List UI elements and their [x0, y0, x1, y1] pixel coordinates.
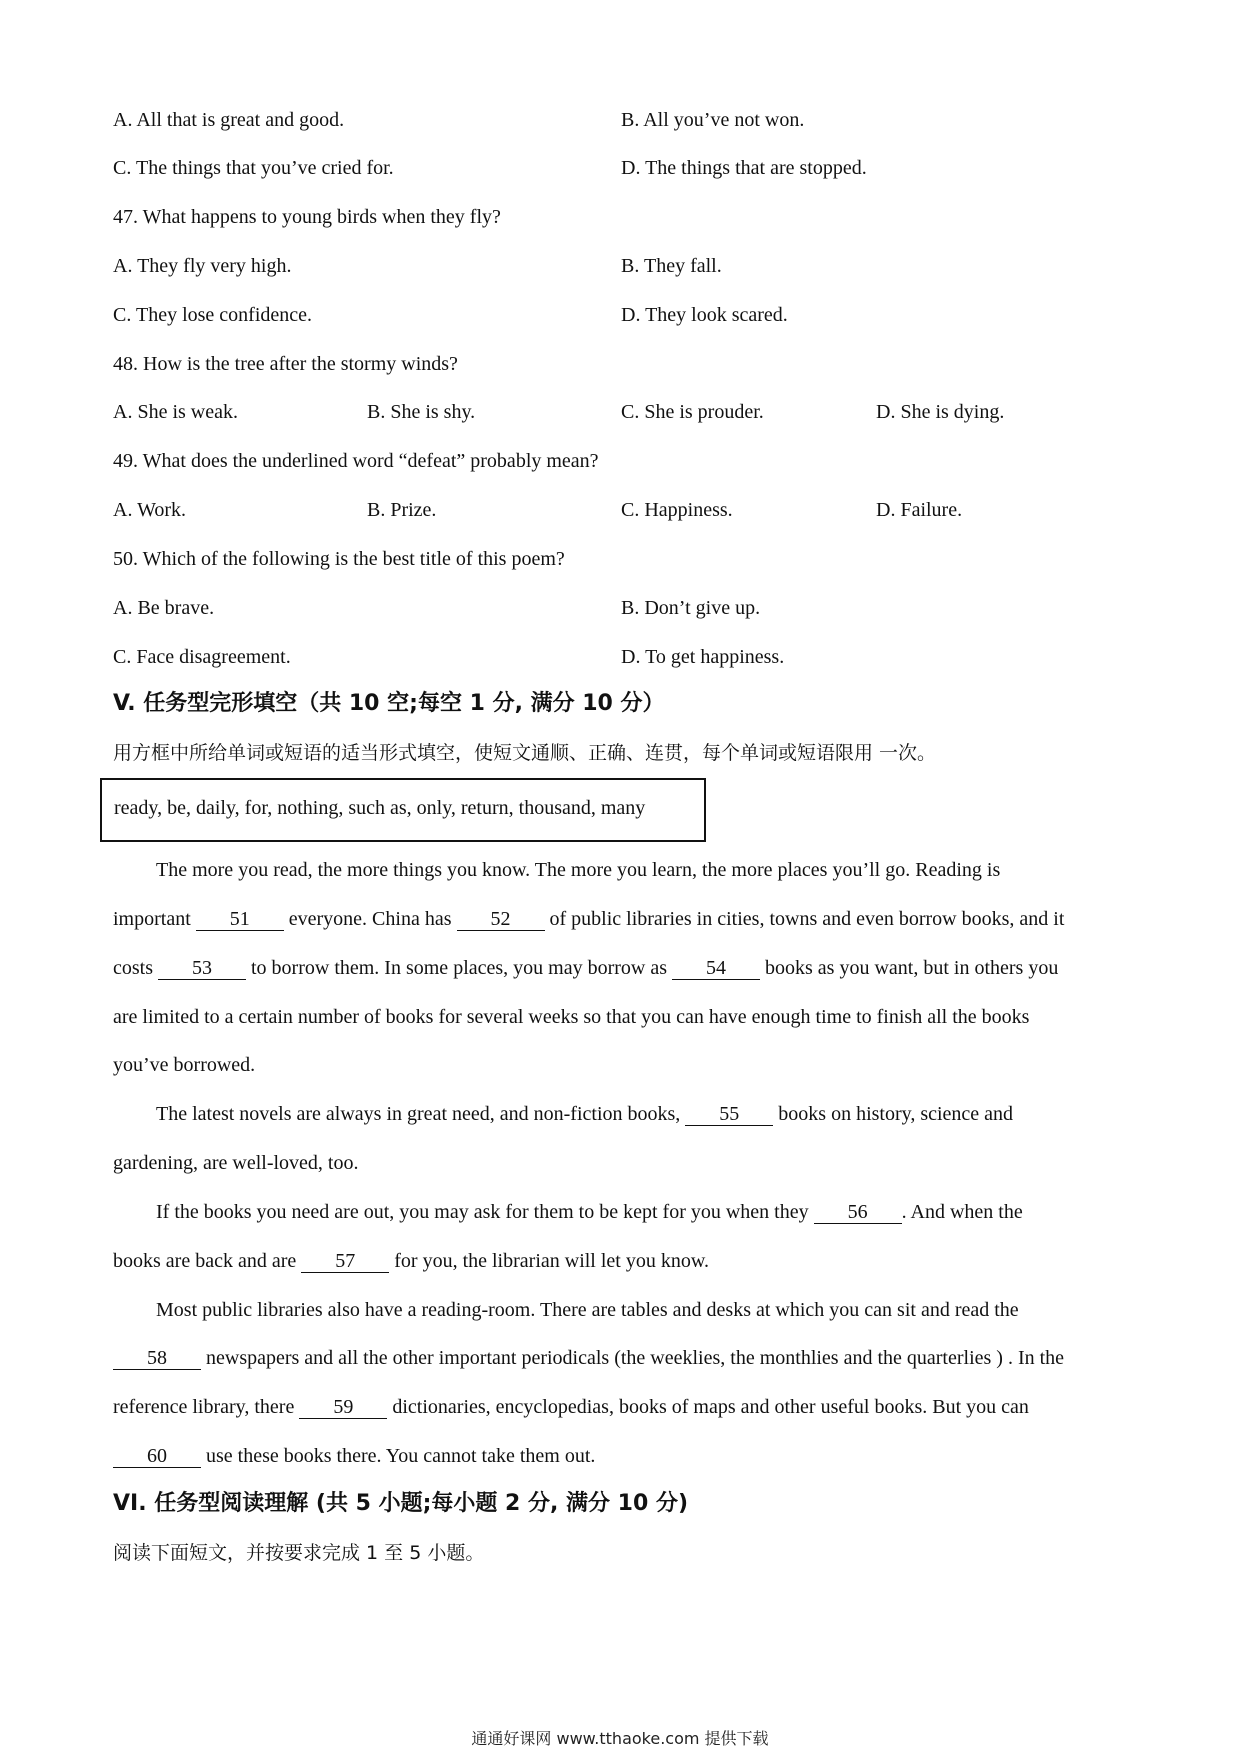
q50-option-a: A. Be brave. [113, 597, 215, 619]
passage-p4-line2: 58 newspapers and all the other important periodicals (the weeklies, the monthlies and the quarterlies ) . In the [113, 1345, 1133, 1371]
section-6-instruction: 阅读下面短文，并按要求完成 1 至 5 小题。 [113, 1542, 485, 1564]
q49-option-d: D. Failure. [876, 499, 963, 521]
passage-p1-line1: The more you read, the more things you know. The more you learn, the more places you’ll go. Reading is [156, 859, 1001, 881]
q48-option-a: A. She is weak. [113, 401, 238, 423]
q46-option-d: D. The things that are stopped. [621, 157, 867, 179]
q48-question: 48. How is the tree after the stormy winds? [113, 353, 458, 375]
blank-57[interactable]: 57 [301, 1250, 389, 1273]
blank-55[interactable]: 55 [685, 1103, 773, 1126]
q48-option-c: C. She is prouder. [621, 401, 764, 423]
passage-p1-line4: are limited to a certain number of books for several weeks so that you can have enough time to finish all the books [113, 1006, 1030, 1028]
blank-51[interactable]: 51 [196, 908, 284, 931]
q46-option-a: A. All that is great and good. [113, 109, 345, 131]
q49-option-a: A. Work. [113, 499, 187, 521]
q50-question: 50. Which of the following is the best title of this poem? [113, 548, 565, 570]
blank-52[interactable]: 52 [457, 908, 545, 931]
q46-option-b: B. All you’ve not won. [621, 109, 805, 131]
passage-p3-line2: books are back and are 57 for you, the librarian will let you know. [113, 1250, 709, 1272]
q50-option-c: C. Face disagreement. [113, 646, 291, 668]
passage-p4-line4: 60 use these books there. You cannot take them out. [113, 1443, 1133, 1469]
passage-p1-line3: costs 53 to borrow them. In some places, you may borrow as 54 books as you want, but in others you [113, 957, 1059, 979]
passage-p2-line2: gardening, are well-loved, too. [113, 1152, 359, 1174]
q48-option-b: B. She is shy. [367, 401, 476, 423]
passage-p1-line5: you’ve borrowed. [113, 1054, 256, 1076]
passage-p2-line1: The latest novels are always in great need, and non-fiction books, 55 books on history, science and [156, 1103, 1014, 1125]
passage-p4-line1: Most public libraries also have a reading-room. There are tables and desks at which you can sit and read the [156, 1299, 1019, 1321]
section-5-title: V. 任务型完形填空（共 10 空;每空 1 分, 满分 10 分） [113, 691, 665, 716]
blank-59[interactable]: 59 [299, 1396, 387, 1419]
word-box [100, 778, 706, 842]
blank-53[interactable]: 53 [158, 957, 246, 980]
passage-p4-line3: reference library, there 59 dictionaries, encyclopedias, books of maps and other useful books. But you can [113, 1396, 1029, 1418]
q46-option-c: C. The things that you’ve cried for. [113, 157, 394, 179]
q49-option-b: B. Prize. [367, 499, 437, 521]
footer-source: 通通好课网 www.tthaoke.com 提供下载 [471, 1729, 769, 1748]
q47-question: 47. What happens to young birds when they fly? [113, 206, 501, 228]
q47-option-d: D. They look scared. [621, 304, 788, 326]
blank-56[interactable]: 56 [814, 1201, 902, 1224]
q47-option-a: A. They fly very high. [113, 255, 292, 277]
section-6-title: VI. 任务型阅读理解 (共 5 小题;每小题 2 分, 满分 10 分) [113, 1491, 688, 1516]
word-box-text: ready, be, daily, for, nothing, such as, only, return, thousand, many [114, 797, 646, 819]
q47-option-b: B. They fall. [621, 255, 722, 277]
q50-option-b: B. Don’t give up. [621, 597, 761, 619]
q49-question: 49. What does the underlined word “defeat” probably mean? [113, 450, 599, 472]
passage-p1-line2: important 51 everyone. China has 52 of public libraries in cities, towns and even borrow books, and it [113, 908, 1065, 930]
blank-60[interactable]: 60 [113, 1445, 201, 1468]
q50-option-d: D. To get happiness. [621, 646, 785, 668]
section-5-instruction: 用方框中所给单词或短语的适当形式填空，使短文通顺、正确、连贯，每个单词或短语限用 一次。 [113, 742, 937, 764]
blank-58[interactable]: 58 [113, 1347, 201, 1370]
q49-option-c: C. Happiness. [621, 499, 733, 521]
passage-p3-line1: If the books you need are out, you may ask for them to be kept for you when they 56 . And when the [156, 1201, 1023, 1223]
blank-54[interactable]: 54 [672, 957, 760, 980]
q47-option-c: C. They lose confidence. [113, 304, 313, 326]
q48-option-d: D. She is dying. [876, 401, 1005, 423]
